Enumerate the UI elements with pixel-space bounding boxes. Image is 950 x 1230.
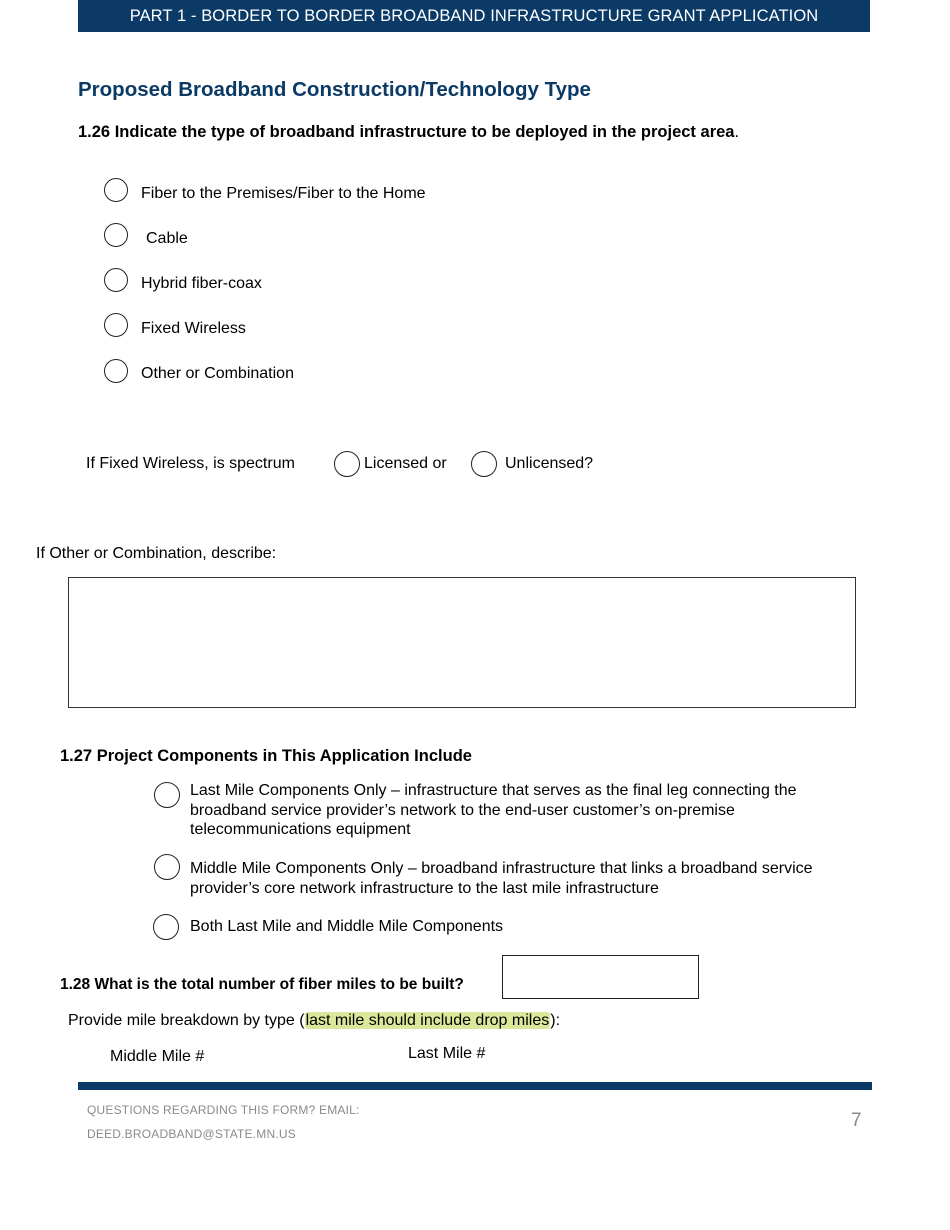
header-title: PART 1 - BORDER TO BORDER BROADBAND INFRASTRUCTURE GRANT APPLICATION — [129, 7, 819, 25]
option-label-cable: Cable — [146, 230, 188, 247]
question-1-28: 1.28 What is the total number of fiber miles to be built? — [60, 976, 464, 993]
question-1-26-period: . — [734, 123, 740, 141]
footer-divider — [78, 1082, 872, 1090]
breakdown-prefix: Provide mile breakdown by type ( — [68, 1012, 305, 1029]
option-label-other: Other or Combination — [141, 365, 294, 382]
page-header-bar — [78, 0, 870, 32]
radio-fiber-to-premises[interactable] — [104, 178, 128, 202]
radio-both-components[interactable] — [153, 914, 179, 940]
middle-mile-label: Middle Mile # — [110, 1048, 205, 1065]
option-label-middle-mile-only: Middle Mile Components Only – broadband infrastructure that links a broadband service provider’s core network infrastructure to the last mile infrastructure — [190, 860, 813, 897]
radio-other-or-combination[interactable] — [104, 359, 128, 383]
licensed-label: Licensed or — [364, 455, 447, 472]
breakdown-suffix: ): — [550, 1012, 561, 1029]
mile-breakdown-instruction — [68, 1012, 560, 1030]
page-number: 7 — [851, 1110, 862, 1131]
radio-unlicensed[interactable] — [471, 451, 497, 477]
radio-fixed-wireless[interactable] — [104, 313, 128, 337]
option-label-fixed-wireless: Fixed Wireless — [141, 320, 246, 337]
radio-last-mile-only[interactable] — [154, 782, 180, 808]
other-describe-label: If Other or Combination, describe: — [36, 545, 277, 562]
spectrum-label: If Fixed Wireless, is spectrum — [86, 455, 295, 472]
radio-middle-mile-only[interactable] — [154, 854, 180, 880]
radio-hybrid-fiber-coax[interactable] — [104, 268, 128, 292]
footer-questions-text: QUESTIONS REGARDING THIS FORM? EMAIL: — [87, 1103, 360, 1117]
radio-licensed[interactable] — [334, 451, 360, 477]
total-fiber-miles-input[interactable] — [502, 955, 699, 999]
breakdown-highlight: last mile should include drop miles — [305, 1012, 550, 1029]
other-describe-textbox[interactable] — [68, 577, 856, 708]
radio-cable[interactable] — [104, 223, 128, 247]
footer-email-link[interactable]: DEED.BROADBAND@STATE.MN.US — [87, 1127, 296, 1141]
last-mile-label: Last Mile # — [408, 1045, 486, 1062]
unlicensed-label: Unlicensed? — [505, 455, 594, 472]
option-label-fiber: Fiber to the Premises/Fiber to the Home — [141, 185, 426, 202]
option-label-both-components: Both Last Mile and Middle Mile Components — [190, 918, 504, 935]
question-1-27: 1.27 Project Components in This Application Include — [60, 747, 472, 765]
section-title: Proposed Broadband Construction/Technology Type — [78, 78, 591, 101]
question-1-26 — [78, 123, 739, 142]
question-1-26-text: 1.26 Indicate the type of broadband infrastructure to be deployed in the project area — [78, 123, 735, 141]
option-label-hybrid: Hybrid fiber-coax — [141, 275, 262, 292]
option-label-last-mile-only: Last Mile Components Only – infrastructure that serves as the final leg connecting the broadband service provider’s network to the end-user customer’s on-premise telecommunications equipment — [190, 782, 797, 838]
